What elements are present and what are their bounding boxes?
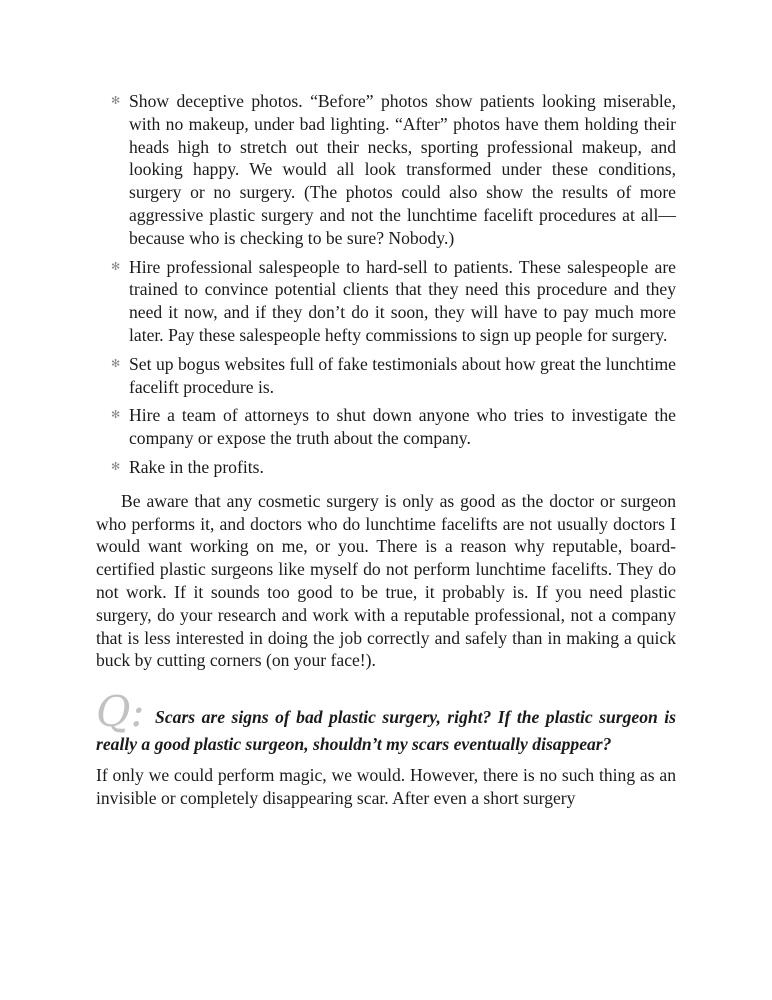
question-text: Scars are signs of bad plastic surgery, right? If the plastic surgeon is really a good plastic surgeon, shouldn’t my scars eventually disappear? xyxy=(96,707,676,755)
body-paragraph: Be aware that any cosmetic surgery is only as good as the doctor or surgeon who performs it, and doctors who do lunchtime facelifts are not usually doctors I would want working on me, or you. There is a reason why reputable, board-certified plastic surgeons like myself do not perform lunchtime facelifts. They do not work. If it sounds too good to be true, it probably is. If you need plastic surgery, do your research and work with a reputable professional, not a company that is less interested in doing the job correctly and safely than in making a quick buck by cutting corners (on your face!). xyxy=(96,490,676,671)
list-item xyxy=(96,404,676,450)
bullet-text: Hire professional salespeople to hard-sell to patients. These salespeople are trained to convince potential clients that they need this procedure and they need it now, and if they don’t do it soon, they will have to pay much more later. Pay these salespeople hefty commissions to sign up people for surgery. xyxy=(129,256,676,345)
list-item xyxy=(96,90,676,250)
bullet-list xyxy=(96,90,676,479)
bullet-text: Show deceptive photos. “Before” photos show patients looking miserable, with no makeup, under bad lighting. “After” photos have them holding their heads high to stretch out their necks, sporting professional makeup, and looking happy. We would all look transformed under these conditions, surgery or no surgery. (The photos could also show the results of more aggressive plastic surgery and not the lunchtime facelift procedures at all—because who is checking to be sure? Nobody.) xyxy=(129,91,676,248)
bullet-text: Rake in the profits. xyxy=(129,456,264,477)
asterisk-bullet-icon: ✻ xyxy=(111,409,121,422)
asterisk-bullet-icon: ✻ xyxy=(111,95,121,107)
page-content xyxy=(96,90,676,810)
question-heading xyxy=(96,687,676,758)
bullet-text: Set up bogus websites full of fake testimonials about how great the lunchtime facelift procedure is. xyxy=(129,353,676,397)
question-marker: Q: xyxy=(96,687,145,737)
asterisk-bullet-icon: ✻ xyxy=(111,357,121,370)
asterisk-bullet-icon: ✻ xyxy=(111,460,121,473)
list-item xyxy=(96,256,676,347)
bullet-text: Hire a team of attorneys to shut down anyone who tries to investigate the company or expose the truth about the company. xyxy=(129,405,676,449)
qa-section xyxy=(96,687,676,810)
asterisk-bullet-icon: ✻ xyxy=(111,260,121,273)
list-item xyxy=(96,456,676,479)
answer-paragraph: If only we could perform magic, we would. However, there is no such thing as an invisible or completely disappearing scar. After even a short surgery xyxy=(96,765,676,808)
list-item xyxy=(96,353,676,399)
